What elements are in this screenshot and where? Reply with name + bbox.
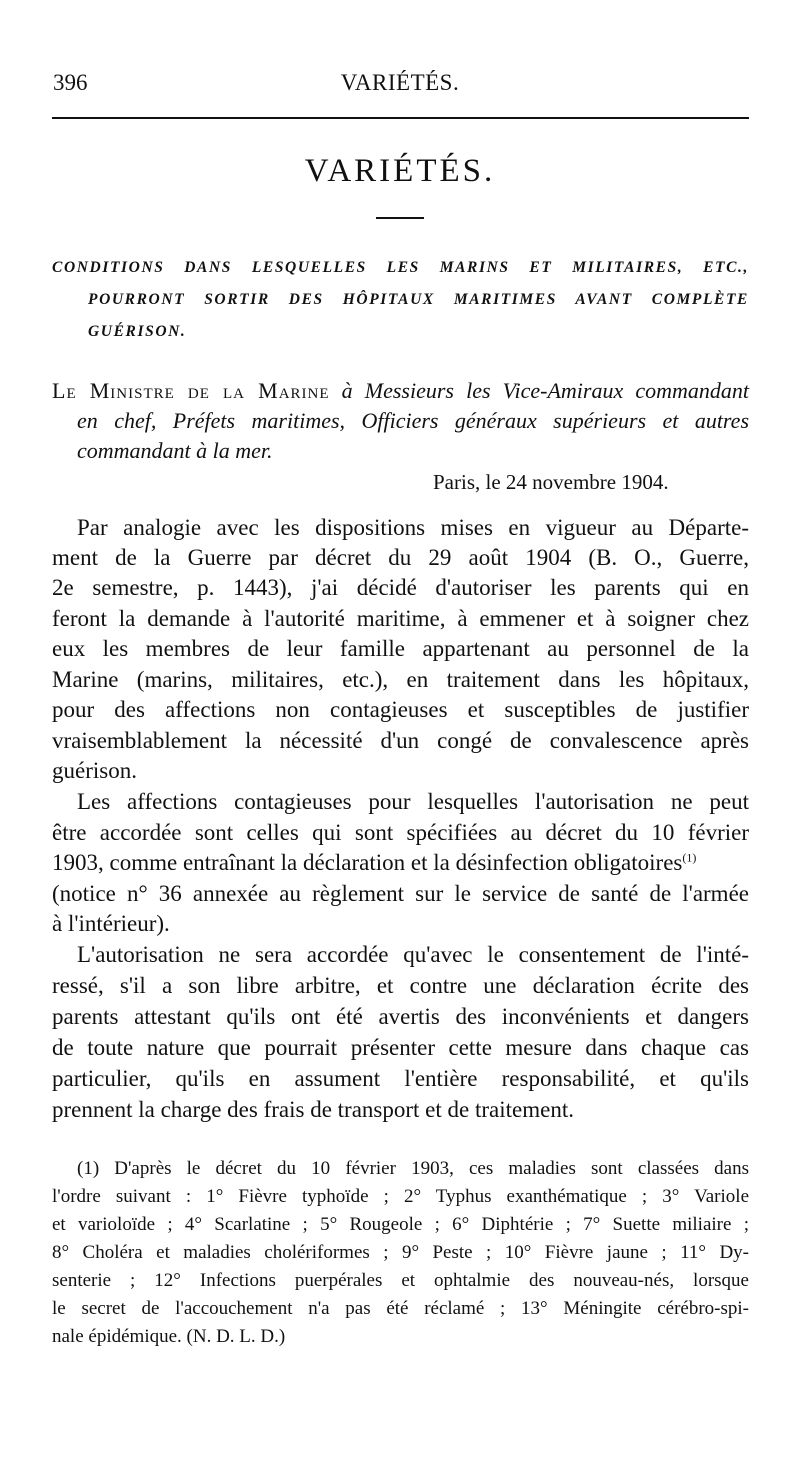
title-rule: [376, 217, 424, 219]
footnote-line-7: nale épidémique. (N. D. L. D.): [52, 1326, 286, 1347]
p1-line-2: ment de la Guerre par décret du 29 août 1904 (B. O., Guerre,: [52, 545, 749, 570]
p2-line-2: être accordée sont celles qui sont spécifiées au décret du 10 février: [52, 820, 749, 845]
footnote-line-3: et varioloïde ; 4° Scarlatine ; 5° Rougeole ; 6° Diphtérie ; 7° Suette miliaire ;: [52, 1214, 749, 1235]
p1-line-6: Marine (marins, militaires, etc.), en traitement dans les hôpitaux,: [52, 667, 749, 692]
p1-line-9: guérison.: [52, 758, 137, 783]
p2-line-1: Les affections contagieuses pour lesquelles l'autorisation ne peut: [77, 789, 749, 814]
p2-line-4: (notice n° 36 annexée au règlement sur le service de santé de l'armée: [52, 881, 749, 906]
p2-line-3-text: 1903, comme entraînant la déclaration et la désinfection obligatoires: [52, 850, 683, 875]
address-line-1: [52, 378, 749, 404]
p2-line-5: à l'intérieur).: [52, 911, 170, 936]
letter-date: Paris, le 24 novembre 1904.: [433, 470, 669, 494]
heading-line-1: CONDITIONS DANS LESQUELLES LES MARINS ET MILITAIRES, ETC.,: [52, 259, 749, 276]
running-title: VARIÉTÉS.: [340, 70, 460, 95]
address-line-3: commandant à la mer.: [77, 438, 273, 463]
p3-line-6: prennent la charge des frais de transport et de traitement.: [52, 1097, 574, 1122]
p3-line-3: parents attestant qu'ils ont été avertis des inconvénients et dangers: [52, 1004, 749, 1029]
header-rule: [52, 117, 749, 119]
address-sender: Le Ministre de la Marine: [52, 378, 330, 403]
p2-line-3: [52, 850, 696, 876]
page-number: 396: [53, 70, 88, 95]
p1-line-4: feront la demande à l'autorité maritime, à emmener et à soigner chez: [52, 606, 749, 631]
footnote-line-4: 8° Choléra et maladies cholériformes ; 9° Peste ; 10° Fièvre jaune ; 11° Dy-: [52, 1242, 749, 1263]
footnote-line-1: (1) D'après le décret du 10 février 1903, ces maladies sont classées dans: [77, 1158, 749, 1179]
p1-line-3: 2e semestre, p. 1443), j'ai décidé d'autoriser les parents qui en: [52, 575, 749, 600]
footnote-line-5: senterie ; 12° Infections puerpérales et ophtalmie des nouveau-nés, lorsque: [52, 1270, 749, 1291]
p3-line-2: ressé, s'il a son libre arbitre, et contre une déclaration écrite des: [52, 973, 749, 998]
address-line-2: en chef, Préfets maritimes, Officiers généraux supérieurs et autres: [77, 408, 749, 433]
heading-line-2: POURRONT SORTIR DES HÔPITAUX MARITIMES AVANT COMPLÈTE: [88, 291, 749, 308]
p3-line-5: particulier, qu'ils en assument l'entière responsabilité, et qu'ils: [52, 1066, 749, 1091]
section-title: VARIÉTÉS.: [304, 153, 496, 189]
p3-line-4: de toute nature que pourrait présenter cette mesure dans chaque cas: [52, 1035, 749, 1060]
footnote-line-6: le secret de l'accouchement n'a pas été réclamé ; 13° Méningite cérébro-spi-: [52, 1298, 749, 1319]
footnote-line-2: l'ordre suivant : 1° Fièvre typhoïde ; 2° Typhus exanthématique ; 3° Variole: [52, 1186, 749, 1207]
p1-line-7: pour des affections non contagieuses et susceptibles de justifier: [52, 697, 749, 722]
p1-line-5: eux les membres de leur famille appartenant au personnel de la: [52, 636, 749, 661]
p1-line-1: Par analogie avec les dispositions mises en vigueur au Départe-: [77, 515, 749, 540]
address-recipients: à Messieurs les Vice-Amiraux commandant: [341, 378, 749, 403]
p1-line-8: vraisemblablement la nécessité d'un congé de convalescence après: [52, 728, 749, 753]
footnote-ref: (1): [682, 850, 697, 865]
heading-line-3: GUÉRISON.: [88, 323, 187, 340]
p3-line-1: L'autorisation ne sera accordée qu'avec le consentement de l'inté-: [77, 942, 749, 967]
